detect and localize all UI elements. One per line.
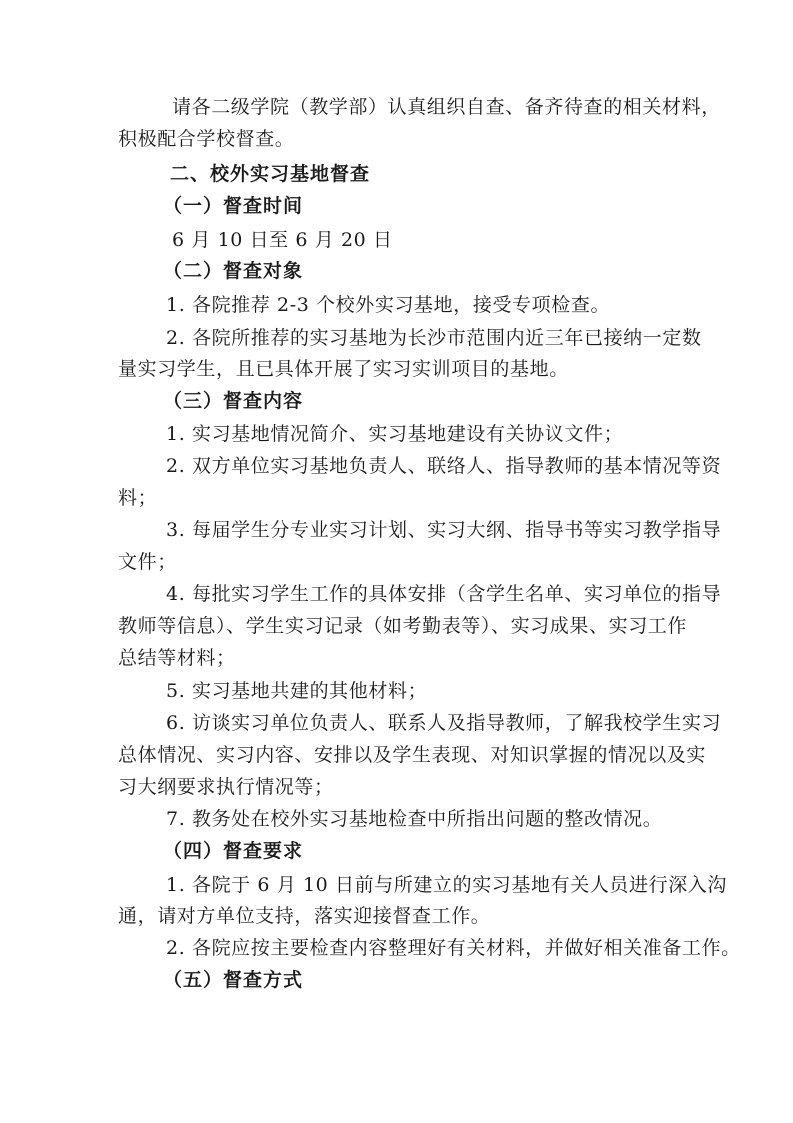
list-item: 1. 各院于 6 月 10 日前与所建立的实习基地有关人员进行深入沟 (166, 874, 727, 896)
list-item-continuation: 总体情况、实习内容、安排以及学生表现、对知识掌握的情况以及实 (118, 744, 707, 766)
list-item: 2. 各院应按主要检查内容整理好有关材料，并做好相关准备工作。 (166, 937, 741, 959)
subsection-heading: （四）督查要求 (163, 840, 304, 862)
list-item: 5. 实习基地共建的其他材料； (166, 680, 428, 702)
list-item-continuation: 习大纲要求执行情况等； (118, 776, 334, 798)
paragraph-line: 积极配合学校督查。 (118, 128, 295, 150)
subsection-heading: （一）督查时间 (163, 195, 304, 217)
list-item-continuation: 文件； (118, 551, 177, 573)
list-item: 3. 每届学生分专业实习计划、实习大纲、指导书等实习教学指导 (166, 519, 722, 541)
list-item-continuation: 料； (118, 487, 158, 509)
paragraph-line: 6 月 10 日至 6 月 20 日 (172, 229, 393, 251)
list-item-continuation: 通，请对方单位支持，落实迎接督查工作。 (118, 905, 491, 927)
list-item: 2. 双方单位实习基地负责人、联络人、指导教师的基本情况等资 (166, 455, 722, 477)
subsection-heading: （五）督查方式 (163, 969, 304, 991)
list-item: 2. 各院所推荐的实习基地为长沙市范围内近三年已接纳一定数 (166, 327, 702, 349)
list-item: 4. 每批实习学生工作的具体安排（含学生名单、实习单位的指导 (166, 583, 722, 605)
paragraph-line: 请各二级学院（教学部）认真组织自查、备齐待查的相关材料， (172, 96, 721, 118)
list-item-continuation: 量实习学生，且已具体开展了实习实训项目的基地。 (118, 358, 569, 380)
subsection-heading: （三）督查内容 (163, 390, 304, 412)
list-item: 7. 教务处在校外实习基地检查中所指出问题的整改情况。 (166, 808, 663, 830)
list-item-continuation: 教师等信息）、学生实习记录（如考勤表等）、实习成果、实习工作 (118, 615, 688, 637)
list-item-continuation: 总结等材料； (118, 647, 236, 669)
section-heading: 二、校外实习基地督查 (170, 163, 371, 185)
list-item: 1. 实习基地情况简介、实习基地建设有关协议文件； (166, 423, 624, 445)
subsection-heading: （二）督查对象 (163, 260, 304, 282)
list-item: 1. 各院推荐 2-3 个校外实习基地，接受专项检查。 (166, 294, 611, 316)
list-item: 6. 访谈实习单位负责人、联系人及指导教师，了解我校学生实习 (166, 712, 722, 734)
